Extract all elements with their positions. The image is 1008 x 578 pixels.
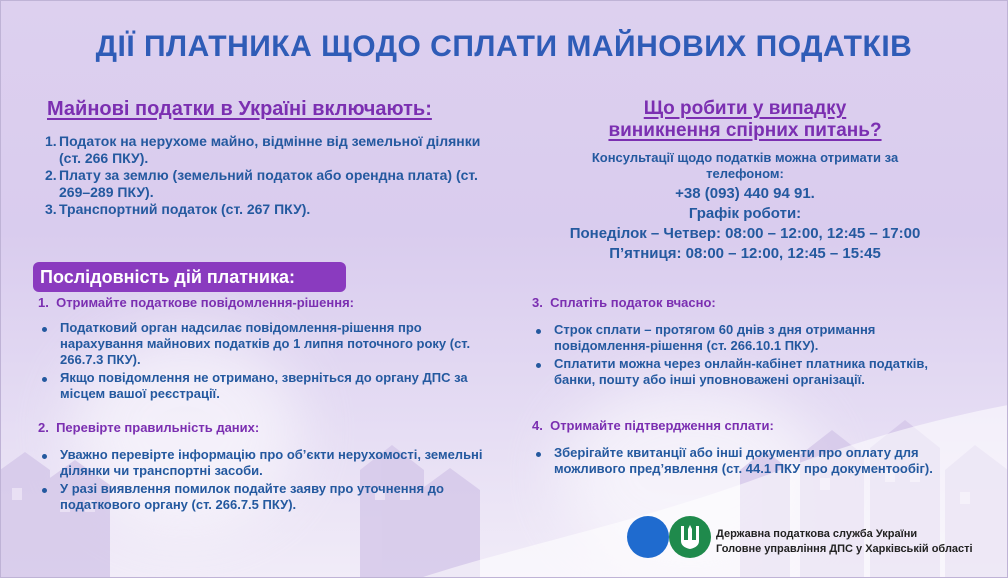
- step-1: [38, 295, 518, 404]
- step-title: 3. Сплатіть податок вчасно:: [532, 295, 716, 310]
- step-2: [38, 420, 518, 515]
- phone-number: +38 (093) 440 94 91.: [675, 185, 815, 202]
- list-item: Якщо повідомлення не отримано, зверніться до органу ДПС за місцем вашої реєстрації.: [38, 370, 508, 402]
- schedule-weekdays: Понеділок – Четвер: 08:00 – 12:00, 12:45 – 17:00: [569, 225, 921, 242]
- list-item: У разі виявлення помилок подайте заяву про уточнення до податкового органу (ст. 266.7.5 ПКУ).: [38, 481, 508, 513]
- step-4: [532, 418, 972, 479]
- list-item: Податковий орган надсилає повідомлення-рішення про нарахування майнових податків до 1 липня поточного року (ст. 266.7.3 ПКУ).: [38, 320, 508, 368]
- step-title: 2. Перевірте правильність даних:: [38, 420, 260, 435]
- schedule-title: Графік роботи:: [688, 205, 802, 222]
- green-emblem-circle: [669, 516, 711, 558]
- list-item: 1. Податок на нерухоме майно, відмінне від земельної ділянки (ст. 266 ПКУ).: [45, 133, 481, 166]
- taxes-heading: Майнові податки в Україні включають:: [47, 98, 432, 120]
- list-item: Сплатити можна через онлайн-кабінет платника податків, банки, пошту або інші уповноважені організації.: [532, 356, 962, 388]
- step-3: [532, 295, 972, 390]
- step-title: 4. Отримайте підтвердження сплати:: [532, 418, 774, 433]
- disputes-heading: Що робити у випадку виникнення спірних питань?: [608, 98, 882, 141]
- tryzub-emblem-icon: [679, 523, 701, 551]
- consult-text: Консультації щодо податків можна отримати за телефоном:: [591, 150, 899, 181]
- list-item: 3. Транспортний податок (ст. 267 ПКУ).: [45, 201, 311, 217]
- step-title: 1. Отримайте податкове повідомлення-рішення:: [38, 295, 354, 310]
- list-item: 2. Плату за землю (земельний податок або орендна плата) (ст. 269–289 ПКУ).: [45, 167, 478, 200]
- list-item: Строк сплати – протягом 60 днів з дня отримання повідомлення-рішення (ст. 266.10.1 ПКУ).: [532, 322, 962, 354]
- list-item: Уважно перевірте інформацію про об’єкти нерухомості, земельні ділянки чи транспортні засоби.: [38, 447, 508, 479]
- dps-logo-circle: [627, 516, 669, 558]
- schedule-friday: П’ятниця: 08:00 – 12:00, 12:45 – 15:45: [609, 245, 881, 262]
- page-title: ДІЇ ПЛАТНИКА ЩОДО СПЛАТИ МАЙНОВИХ ПОДАТКІВ: [95, 30, 913, 63]
- sequence-badge: Послідовність дій платника:: [33, 262, 346, 292]
- organization-name: Державна податкова служба України Головне управління ДПС у Харківській області: [716, 528, 973, 555]
- taxes-list: [45, 133, 495, 218]
- disputes-block: [530, 98, 960, 264]
- list-item: Зберігайте квитанції або інші документи про оплату для можливого пред’явлення (ст. 44.1 ПКУ про документообіг).: [532, 445, 962, 477]
